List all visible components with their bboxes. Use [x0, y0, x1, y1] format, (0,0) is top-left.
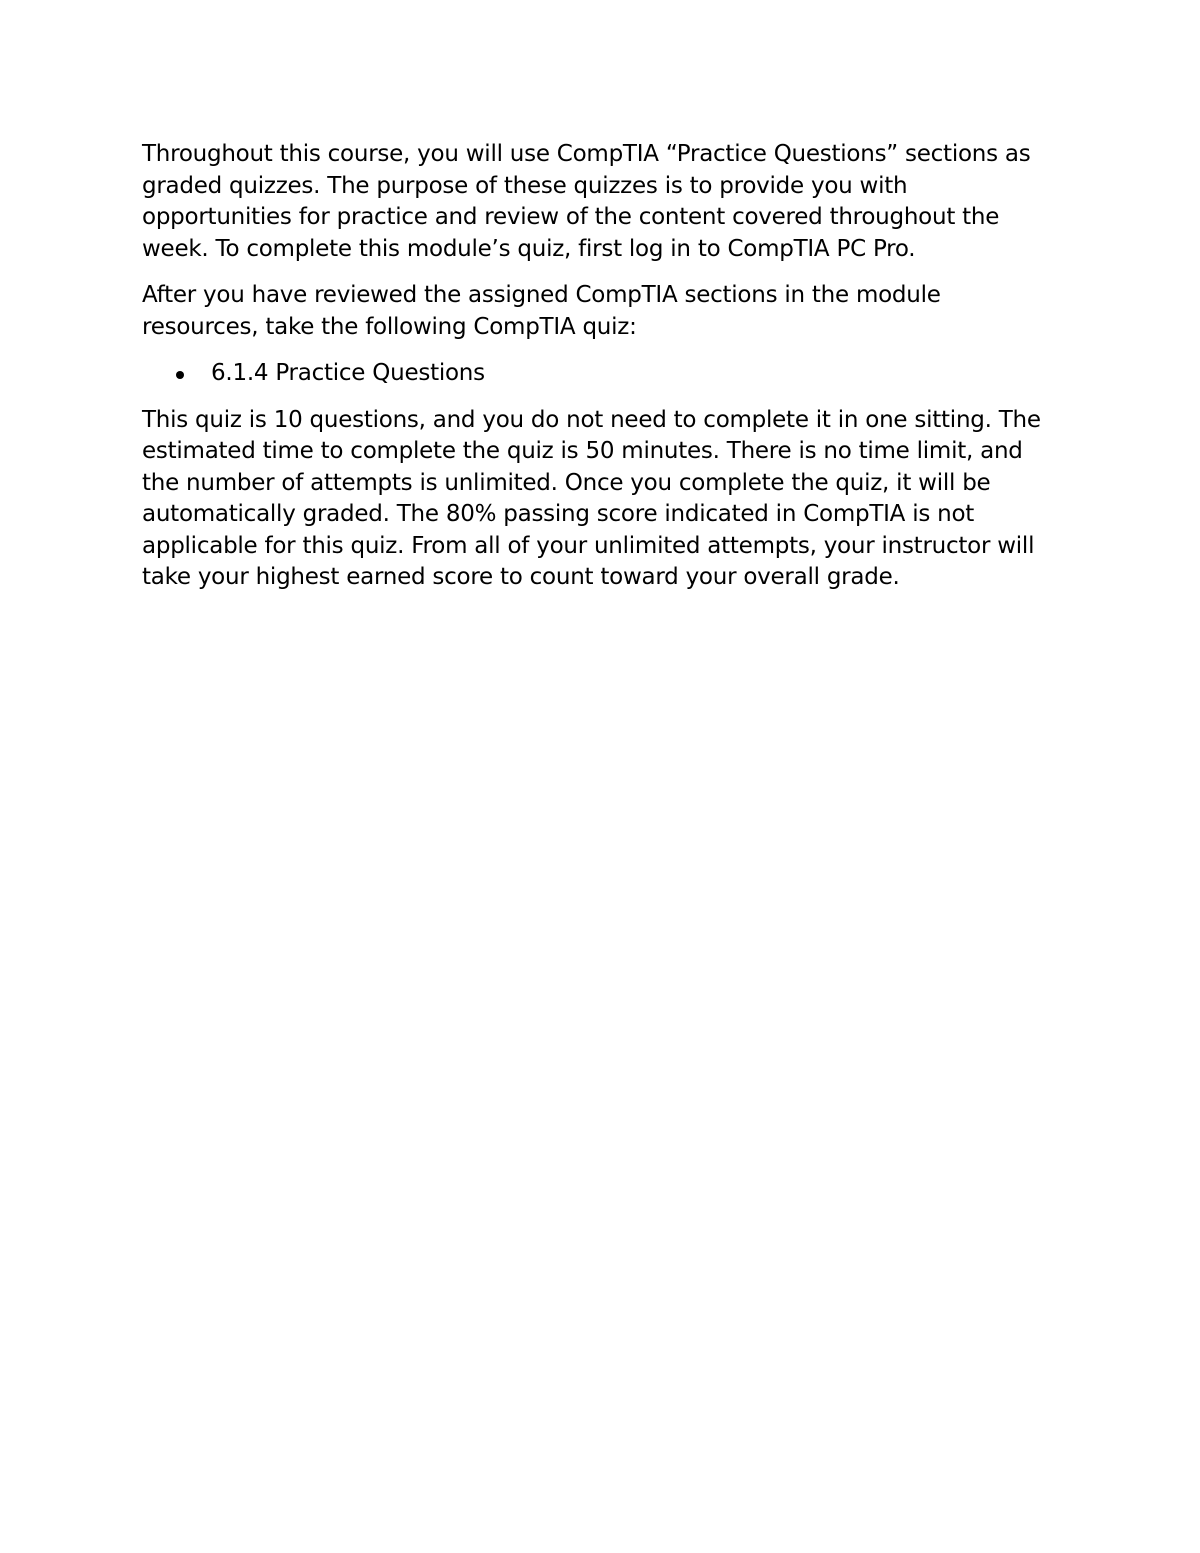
intro-paragraph: Throughout this course, you will use CompTIA “Practice Questions” sections as graded quizzes. The purpose of these quizzes is to provide you with opportunities for practice and review of the content covered throughout the week. To complete this module’s quiz, first log in to CompTIA PC Pro. — [142, 141, 1031, 262]
quiz-details-paragraph: This quiz is 10 questions, and you do not need to complete it in one sitting. The estimated time to complete the quiz is 50 minutes. There is no time limit, and the number of attempts is unlimited. Once you complete the quiz, it will be automatically graded. The 80% passing score indicated in CompTIA is not applicable for this quiz. From all of your unlimited attempts, your instructor will take your highest earned score to count toward your overall grade. — [142, 406, 1041, 590]
list-item-label: 6.1.4 Practice Questions — [211, 360, 485, 386]
list-item — [142, 358, 1058, 390]
instructions-paragraph: After you have reviewed the assigned CompTIA sections in the module resources, take the following CompTIA quiz: — [142, 282, 941, 340]
bullet-icon — [176, 371, 184, 379]
document-body — [142, 139, 1058, 609]
quiz-list — [142, 358, 1058, 390]
